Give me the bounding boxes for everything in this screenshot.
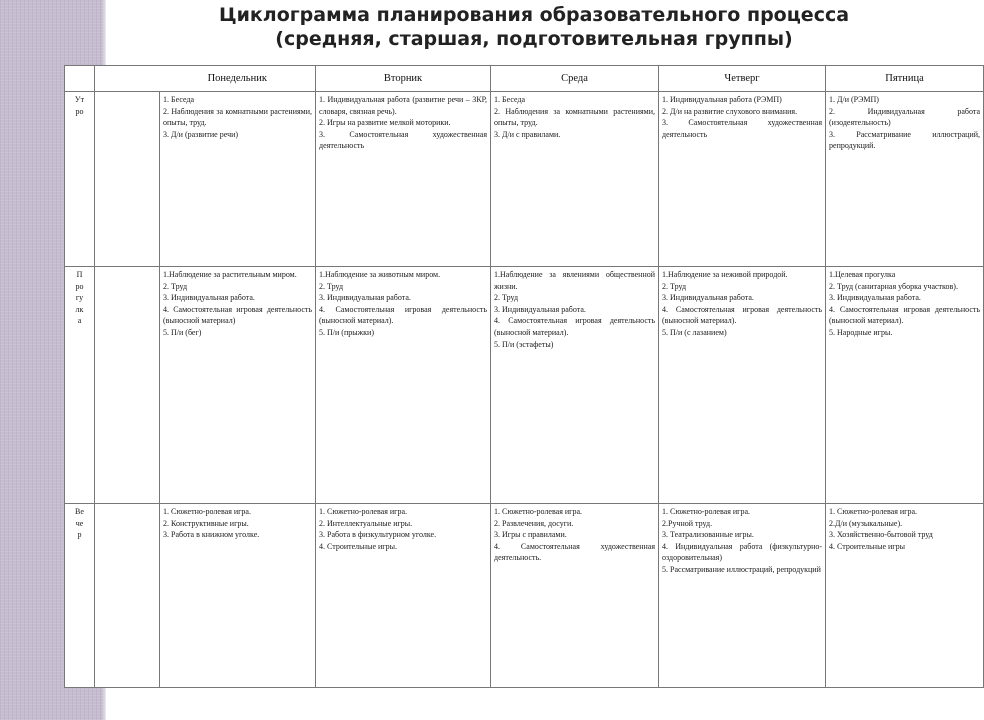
row-label-fragment: Ве [75,507,84,516]
activity-item: 1.Наблюдение за неживой природой. [662,270,788,279]
activity-item: 3. Игры с правилами. [494,530,567,540]
day-header-tuesday: Вторник [316,66,491,92]
activity-item: 2. Труд [163,281,188,291]
activity-item: 1. Д/и (РЭМП) [829,95,879,104]
cell-evening-monday [160,504,316,688]
activity-item: 3. Индивидуальная работа. [662,293,754,303]
cell-walk-thursday [659,267,826,504]
row-gap-column [95,504,160,688]
cell-morning-wednesday [491,92,659,267]
cell-evening-wednesday [491,504,659,688]
activity-item: 2. Д/и на развитие слухового внимания. [662,106,798,116]
day-header-monday: Понедельник [160,66,316,92]
row-evening [65,504,984,688]
page-title [108,3,960,51]
activity-item: 4. Самостоятельная игровая деятельность (выносной материал). [319,304,488,326]
activity-item: 2. Конструктивные игры. [163,518,249,528]
header-corner [65,66,95,92]
activity-item: 4. Самостоятельная игровая деятельность (выносной материал). [494,316,656,337]
header-gap [95,66,160,92]
cell-morning-tuesday [316,92,491,267]
activity-item: 1.Целевая прогулка [829,270,896,279]
activity-item: 1. Беседа [163,95,195,104]
activity-item: 5. П/и (прыжки) [319,327,374,337]
activity-item: 1. Беседа [494,95,526,104]
activity-item: 3. Работа в книжном уголке. [163,530,260,540]
row-label-morning [65,92,95,267]
activity-item: 2. Труд [662,281,687,291]
cell-walk-monday [160,267,316,504]
activity-item: 3. Д/и (развитие речи) [163,129,239,139]
day-header-friday: Пятница [826,66,984,92]
header-row [65,66,984,92]
row-label-fragment: ро [75,106,84,116]
activity-item: 2. Труд [319,281,344,291]
row-walk [65,267,984,504]
activity-item: 5. П/и (с лазанием) [662,327,727,337]
cell-evening-thursday [659,504,826,688]
cell-walk-wednesday [491,267,659,504]
activity-item: 4. Самостоятельная художественная деятельность. [494,541,656,563]
activity-item: 3. Самостоятельная художественная деятельность [662,118,823,139]
row-label-fragment: а [77,316,82,326]
row-label-fragment: ро [75,281,84,291]
cell-evening-friday [826,504,984,688]
activity-item: 4. Самостоятельная игровая деятельность (выносной материал). [662,304,823,326]
activity-item: 2. Развлечения, досуги. [494,518,574,528]
activity-item: 1. Сюжетно-ролевая игра. [662,507,750,516]
activity-item: 5. П/и (эстафеты) [494,339,554,349]
row-gap-column [95,267,160,504]
row-label-walk [65,267,95,504]
activity-item: 3. Работа в физкультурном уголке. [319,530,437,540]
row-label-fragment: р [77,530,82,540]
row-label-evening [65,504,95,688]
activity-item: 1. Сюжетно-ролевая игра. [163,507,251,516]
row-label-fragment: че [75,518,84,528]
activity-item: 3. Индивидуальная работа. [829,293,921,303]
cell-morning-thursday [659,92,826,267]
row-label-fragment: Ут [74,95,85,104]
activity-item: 4. Индивидуальная работа (физкультурно-оздоровительная) [662,541,823,563]
cell-walk-friday [826,267,984,504]
activity-item: 2. Труд [494,293,519,303]
activity-item: 3. Рассматривание иллюстраций, репродукций. [829,129,981,151]
row-label-fragment: лк [75,304,84,314]
activity-item: 3. Индивидуальная работа. [319,293,411,303]
title-line-2: (средняя, старшая, подготовительная группы) [275,28,793,50]
activity-item: 2. Наблюдения за комнатными растениями, опыты, труд. [494,106,656,128]
activity-item: 1.Наблюдение за растительным миром. [163,270,297,279]
activity-item: 4. Самостоятельная игровая деятельность (выносной материал) [163,304,313,326]
activity-item: 2. Интеллектуальные игры. [319,518,413,528]
day-header-wednesday: Среда [491,66,659,92]
activity-item: 3. Хозяйственно-бытовой труд [829,530,933,540]
activity-item: 4. Строительные игры [829,541,905,551]
activity-item: 2. Игры на развитие мелкой моторики. [319,118,451,128]
activity-item: 3. Театрализованные игры. [662,530,754,540]
activity-item: 3. Д/и с правилами. [494,129,561,139]
activity-item: 3. Индивидуальная работа. [163,293,255,303]
day-header-thursday: Четверг [659,66,826,92]
activity-item: 5. П/и (бег) [163,327,202,337]
activity-item: 2.Д/и (музыкальные). [829,518,903,528]
schedule-table [64,65,984,688]
activity-item: 1. Индивидуальная работа (развитие речи – ЗКР, словаря, связная речь). [319,95,488,116]
cell-walk-tuesday [316,267,491,504]
cell-morning-friday [826,92,984,267]
activity-item: 2. Труд (санитарная уборка участков). [829,281,958,291]
activity-item: 4. Строительные игры. [319,541,397,551]
activity-item: 5. Рассматривание иллюстраций, репродукций [662,564,821,574]
activity-item: 1.Наблюдение за животным миром. [319,270,441,279]
activity-item: 1. Сюжетно-ролевая игра. [494,507,582,516]
activity-item: 2. Индивидуальная работа (изодеятельность) [829,106,981,128]
row-gap-column [95,92,160,267]
activity-item: 2. Наблюдения за комнатными растениями, опыты, труд. [163,106,313,128]
activity-item: 1. Сюжетно-ролевая игра. [319,507,407,516]
activity-item: 5. Народные игры. [829,327,893,337]
cell-evening-tuesday [316,504,491,688]
activity-item: 1.Наблюдение за явлениями общественной жизни. [494,270,656,291]
title-line-1: Циклограмма планирования образовательного процесса [218,4,850,26]
activity-item: 1. Сюжетно-ролевая игра. [829,507,917,516]
activity-item: 3. Индивидуальная работа. [494,304,586,314]
activity-item: 4. Самостоятельная игровая деятельность (выносной материал). [829,304,981,326]
cell-morning-monday [160,92,316,267]
activity-item: 1. Индивидуальная работа (РЭМП) [662,95,782,104]
activity-item: 2.Ручной труд. [662,518,713,528]
row-morning [65,92,984,267]
row-label-fragment: П [76,270,83,279]
activity-item: 3. Самостоятельная художественная деятельность [319,129,488,151]
row-label-fragment: гу [75,293,84,303]
